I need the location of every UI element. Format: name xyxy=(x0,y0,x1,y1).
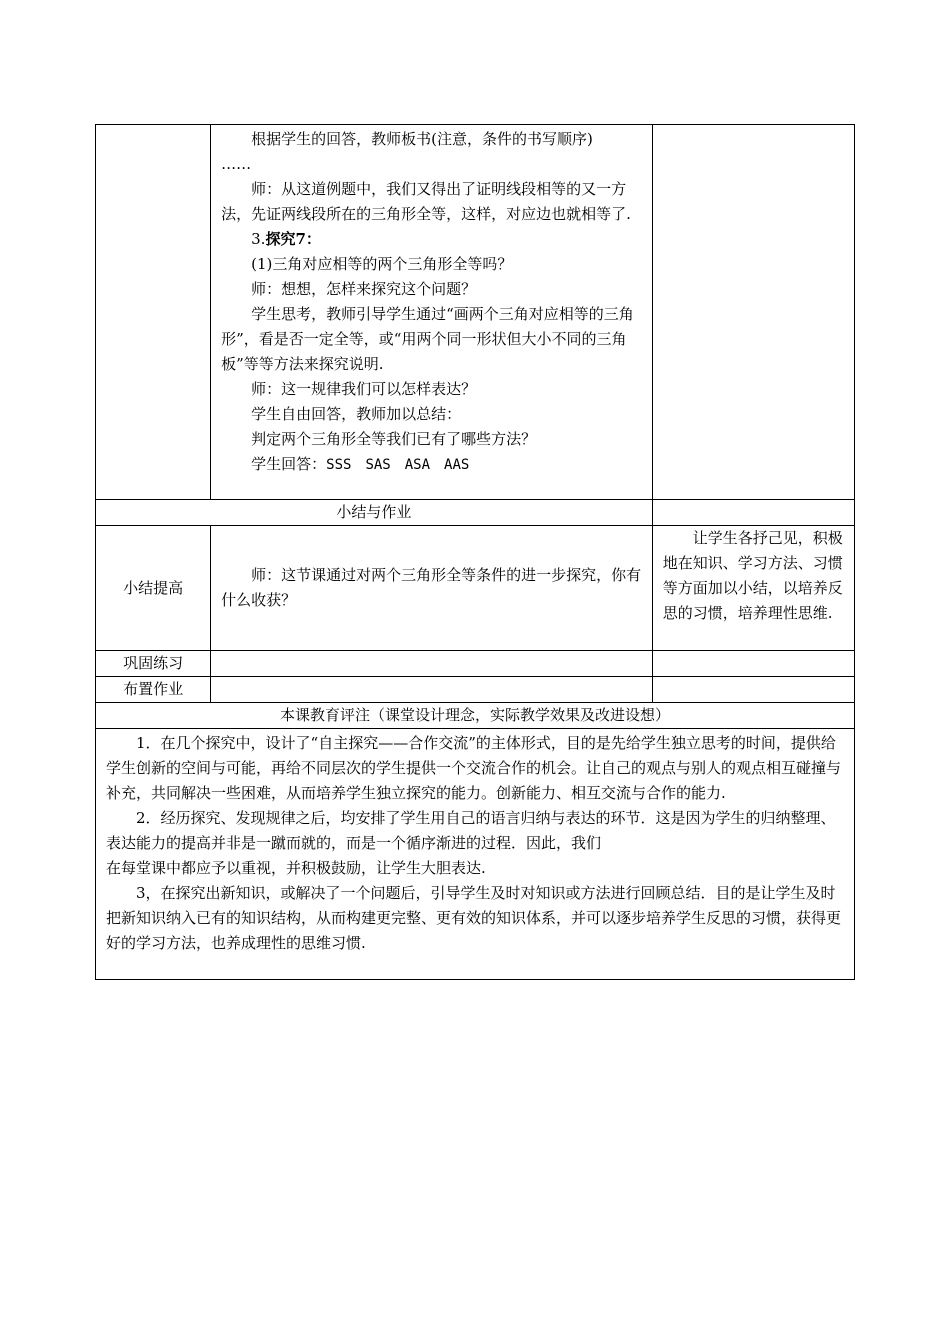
process-line: (1)三角对应相等的两个三角形全等吗？ xyxy=(251,255,513,273)
summary-content-cell xyxy=(211,526,653,651)
process-row xyxy=(96,125,855,500)
process-line: 师：想想，怎样来探究这个问题？ xyxy=(251,280,477,298)
practice-row xyxy=(96,651,855,677)
summary-section-heading-row xyxy=(96,500,855,526)
summary-row xyxy=(96,526,855,651)
homework-note-cell xyxy=(652,677,854,703)
review-heading: 本课教育评注（课堂设计理念，实际教学效果及改进设想） xyxy=(96,703,855,729)
review-paragraph-2-continued: 在每堂课中都应予以重视，并积极鼓励，让学生大胆表达. xyxy=(106,859,486,877)
practice-content-cell xyxy=(211,651,653,677)
explore-7-title: 探究7： xyxy=(265,230,321,248)
process-line: …… xyxy=(221,155,252,173)
process-line: 师：这一规律我们可以怎样表达？ xyxy=(251,380,477,398)
practice-note-cell xyxy=(652,651,854,677)
summary-section-heading-note xyxy=(652,500,854,526)
congruence-methods: SSS SAS ASA AAS xyxy=(326,457,470,473)
homework-label: 布置作业 xyxy=(96,677,211,703)
process-label-cell xyxy=(96,125,211,500)
summary-label: 小结提高 xyxy=(96,526,211,651)
review-body-row xyxy=(96,729,855,980)
review-heading-row xyxy=(96,703,855,729)
summary-text: 师：这节课通过对两个三角形全等条件的进一步探究，你有什么收获？ xyxy=(221,566,642,609)
review-paragraph-3: 3，在探究出新知识，或解决了一个问题后，引导学生及时对知识或方法进行回顾总结．目的是让学生及时把新知识纳入已有的知识结构，从而构建更完整、更有效的知识体系，并可以逐步培养学生反思的习惯，获得更好的学习方法，也养成理性的思维习惯. xyxy=(106,884,842,952)
process-line: 判定两个三角形全等我们已有了哪些方法？ xyxy=(251,430,537,448)
summary-note: 让学生各抒己见，积极地在知识、学习方法、习惯等方面加以小结，以培养反思的习惯，培养理性思维. xyxy=(662,529,843,622)
practice-label: 巩固练习 xyxy=(96,651,211,677)
process-content-cell xyxy=(211,125,653,500)
review-body-cell xyxy=(96,729,855,980)
homework-row xyxy=(96,677,855,703)
review-paragraph-1: 1．在几个探究中，设计了“自主探究——合作交流”的主体形式，目的是先给学生独立思考的时间，提供给学生创新的空间与可能，再给不同层次的学生提供一个交流合作的机会。让自己的观点与别人的观点相互碰撞与补充，共同解决一些困难，从而培养学生独立探究的能力。创新能力、相互交流与合作的能力. xyxy=(106,734,842,802)
lesson-plan-table xyxy=(95,124,855,980)
answer-prefix: 学生回答： xyxy=(251,455,327,473)
homework-content-cell xyxy=(211,677,653,703)
process-line: 学生思考，教师引导学生通过“画两个三角对应相等的三角形”，看是否一定全等，或“用两个同一形状但大小不同的三角板”等等方法来探究说明. xyxy=(221,305,634,373)
review-paragraph-2: 2．经历探究、发现规律之后，均安排了学生用自己的语言归纳与表达的环节．这是因为学生的归纳整理、表达能力的提高并非是一蹴而就的，而是一个循序渐进的过程．因此，我们 xyxy=(106,809,836,852)
process-note-cell xyxy=(652,125,854,500)
process-line-heading xyxy=(221,227,644,252)
process-line: 根据学生的回答，教师板书(注意，条件的书写顺序) xyxy=(251,130,593,148)
process-line: 师：从这道例题中，我们又得出了证明线段相等的又一方法，先证两线段所在的三角形全等，这样，对应边也就相等了. xyxy=(221,180,631,223)
summary-section-heading: 小结与作业 xyxy=(96,500,653,526)
process-line-answer xyxy=(221,452,644,478)
section-number: 3. xyxy=(251,230,266,248)
process-line: 学生自由回答，教师加以总结： xyxy=(251,405,462,423)
summary-note-cell xyxy=(652,526,854,651)
